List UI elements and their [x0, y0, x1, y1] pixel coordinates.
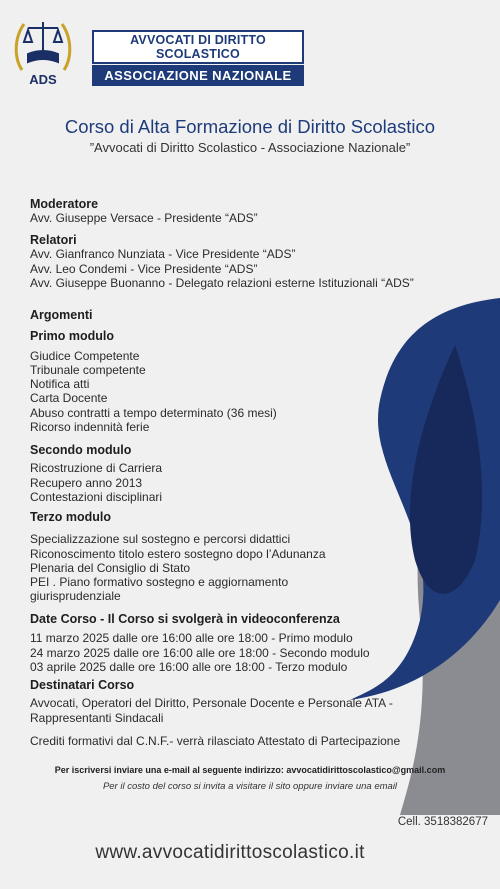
- relatore-item: Avv. Leo Condemi - Vice Presidente “ADS”: [30, 261, 258, 276]
- relatore-item: Avv. Giuseppe Buonanno - Delegato relazioni esterne Istituzionali “ADS”: [30, 275, 414, 290]
- destinatari-section: [30, 678, 400, 748]
- argomenti-section: [30, 308, 277, 434]
- modulo3-item: Plenaria del Consiglio di Stato: [30, 560, 191, 575]
- ads-logo: [12, 10, 74, 90]
- modulo2-item: Ricostruzione di Carriera: [30, 461, 163, 476]
- modulo1-item: Ricorso indennità ferie: [30, 420, 150, 435]
- date-section: [30, 612, 370, 674]
- modulo2-item: Contestazioni disciplinari: [30, 489, 163, 504]
- modulo2-section: [30, 443, 162, 504]
- date-item: 11 marzo 2025 dalle ore 16:00 alle ore 18:00 - Primo modulo: [30, 631, 353, 646]
- brand-line-2: ASSOCIAZIONE NAZIONALE: [92, 65, 304, 86]
- moderatore-heading: Moderatore: [30, 197, 99, 211]
- relatori-heading: Relatori: [30, 233, 77, 247]
- modulo1-item: Giudice Competente: [30, 348, 140, 363]
- moderatore-text: Avv. Giuseppe Versace - Presidente “ADS”: [30, 211, 258, 226]
- modulo3-item: Riconoscimento titolo estero sostegno dopo l’Adunanza: [30, 546, 326, 561]
- modulo3-item: Specializzazione sul sostegno e percorsi didattici: [30, 532, 291, 547]
- modulo1-item: Tribunale competente: [30, 362, 146, 377]
- brand-banner: [92, 30, 304, 86]
- argomenti-heading: Argomenti: [30, 308, 93, 322]
- modulo1-item: Carta Docente: [30, 391, 108, 406]
- relatore-item: Avv. Gianfranco Nunziata - Vice Presidente “ADS”: [30, 247, 296, 262]
- website-link[interactable]: www.avvocatidirittoscolastico.it: [95, 842, 365, 863]
- date-item: 03 aprile 2025 dalle ore 16:00 alle ore 18:00 - Terzo modulo: [30, 659, 348, 674]
- scales-icon: [24, 22, 62, 62]
- relatori-section: [30, 233, 414, 290]
- date-item: 24 marzo 2025 dalle ore 16:00 alle ore 18:00 - Secondo modulo: [30, 645, 370, 660]
- modulo2-item: Recupero anno 2013: [30, 475, 143, 490]
- modulo1-item: Abuso contratti a tempo determinato (36 mesi): [30, 405, 277, 420]
- page-subtitle: ”Avvocati di Diritto Scolastico - Associazione Nazionale”: [89, 140, 411, 155]
- modulo3-section: [30, 510, 326, 604]
- brand-line-1: AVVOCATI DI DIRITTO SCOLASTICO: [92, 30, 304, 64]
- cell-number: Cell. 3518382677: [397, 816, 488, 828]
- modulo2-heading: Secondo modulo: [30, 443, 132, 457]
- modulo3-heading: Terzo modulo: [30, 510, 112, 524]
- destinatari-item: Rappresentanti Sindacali: [30, 710, 164, 725]
- modulo3-item: PEI . Piano formativo sostegno e aggiornamento: [30, 575, 289, 590]
- page-title: Corso di Alta Formazione di Diritto Scolastico: [64, 116, 436, 137]
- iscrizione-text: Per iscriversi inviare una e-mail al seguente indirizzo: avvocatidirittoscolastico@gmail.com: [54, 765, 446, 775]
- logo-text: ADS: [29, 72, 57, 87]
- crediti-text: Crediti formativi dal C.N.F.- verrà rilasciato Attestato di Partecipazione: [30, 733, 401, 748]
- destinatari-item: Avvocati, Operatori del Diritto, Personale Docente e Personale ATA -: [30, 696, 393, 711]
- destinatari-heading: Destinatari Corso: [30, 678, 135, 692]
- modulo1-item: Notifica atti: [30, 377, 90, 392]
- modulo1-heading: Primo modulo: [30, 329, 115, 344]
- moderatore-section: [30, 197, 258, 226]
- modulo3-item: giurisprudenziale: [30, 589, 121, 604]
- date-heading: Date Corso - Il Corso si svolgerà in videoconferenza: [30, 612, 340, 626]
- costo-text: Per il costo del corso si invita a visitare il sito oppure inviare una email: [102, 781, 398, 792]
